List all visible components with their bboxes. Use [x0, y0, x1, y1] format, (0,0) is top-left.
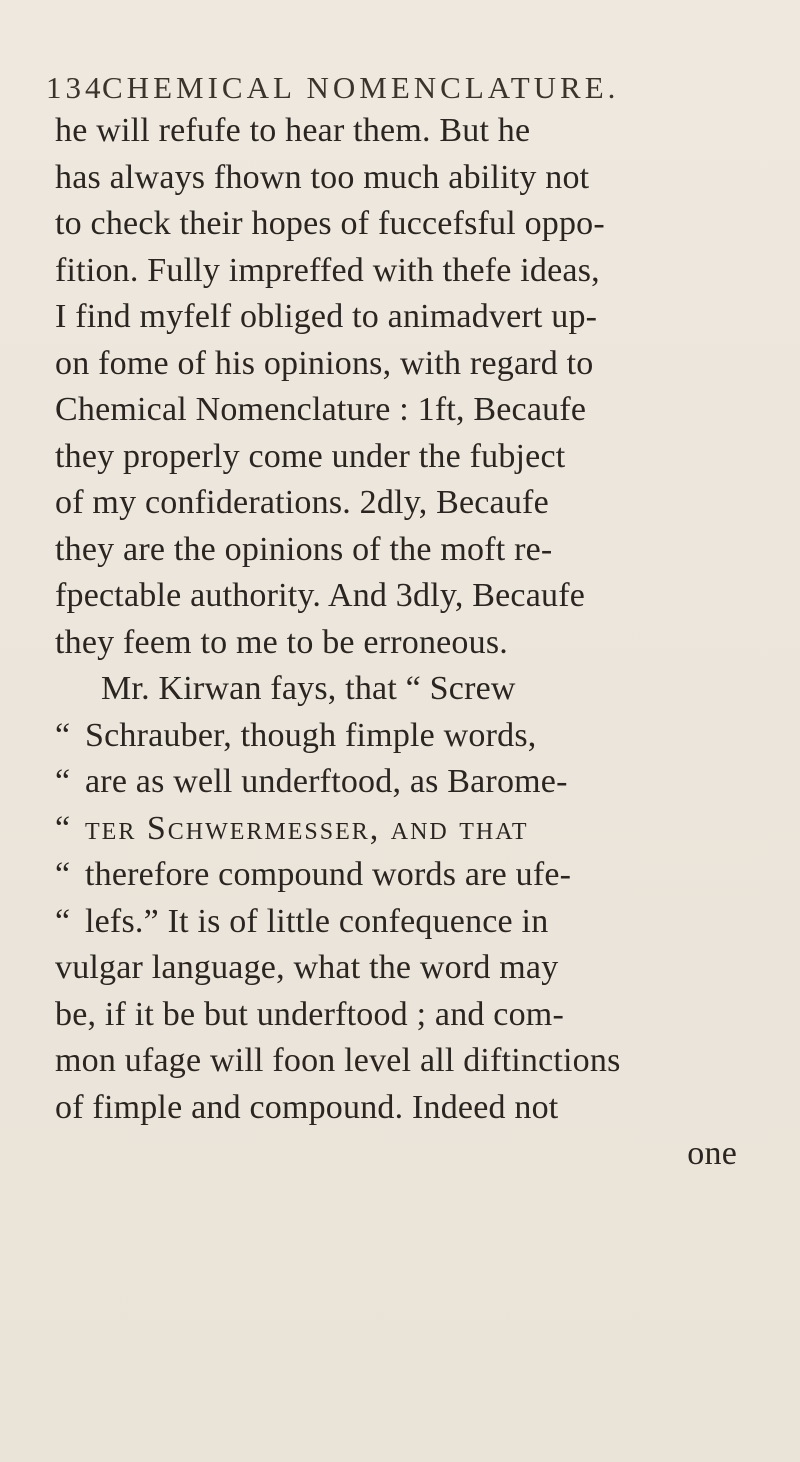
- text-line: to check their hopes of fuccefsful oppo-: [55, 205, 605, 242]
- text-line: they properly come under the fubject: [55, 437, 566, 475]
- running-head: [46, 70, 746, 106]
- text-line: on fome of his opinions, with regard to: [55, 344, 594, 382]
- quote-mark: “: [55, 856, 71, 893]
- text-line: Mr. Kirwan fays, that “ Screw: [101, 670, 516, 707]
- quote-mark: “: [55, 763, 71, 800]
- text-line: they are the opinions of the moft re-: [55, 530, 553, 568]
- quoted-line: [55, 759, 755, 806]
- text-line: Chemical Nomenclature : 1ft, Becaufe: [55, 391, 587, 428]
- quoted-line: [55, 806, 755, 853]
- text-line: be, if it be but underftood ; and com-: [55, 995, 564, 1033]
- page-number: 134: [46, 70, 105, 105]
- text-line: fpectable authority. And 3dly, Becaufe: [55, 577, 586, 614]
- quoted-text: Schrauber, though fimple words,: [85, 716, 537, 754]
- text-line: mon ufage will foon level all diftinctions: [55, 1042, 621, 1079]
- text-line: of my confiderations. 2dly, Becaufe: [55, 484, 549, 521]
- text-line: he will refufe to hear them. But he: [55, 112, 531, 149]
- running-title: CHEMICAL NOMENCLATURE.: [102, 70, 620, 105]
- quote-mark: “: [55, 902, 71, 940]
- text-line: I find myfelf obliged to animadvert up-: [55, 298, 598, 335]
- quoted-line: [55, 852, 755, 899]
- text-line: of fimple and compound. Indeed not: [55, 1088, 559, 1126]
- text-line: has always fhown too much ability not: [55, 158, 590, 196]
- text-line: they feem to me to be erroneous.: [55, 623, 508, 661]
- text-line: vulgar language, what the word may: [55, 949, 559, 986]
- quoted-text: lefs.” It is of little confequence in: [85, 902, 549, 940]
- quoted-line: [55, 713, 755, 760]
- body-text: [55, 108, 755, 1178]
- text-line: fition. Fully impreffed with thefe ideas,: [55, 251, 600, 289]
- quote-mark: “: [55, 809, 71, 847]
- quoted-line: [55, 899, 755, 946]
- quoted-text: therefore compound words are ufe-: [85, 856, 572, 893]
- catchword: one: [687, 1135, 737, 1172]
- quoted-text: ter Schwermesser, and that: [85, 809, 529, 847]
- quote-mark: “: [55, 716, 71, 754]
- quoted-text: are as well underftood, as Barome-: [85, 763, 568, 800]
